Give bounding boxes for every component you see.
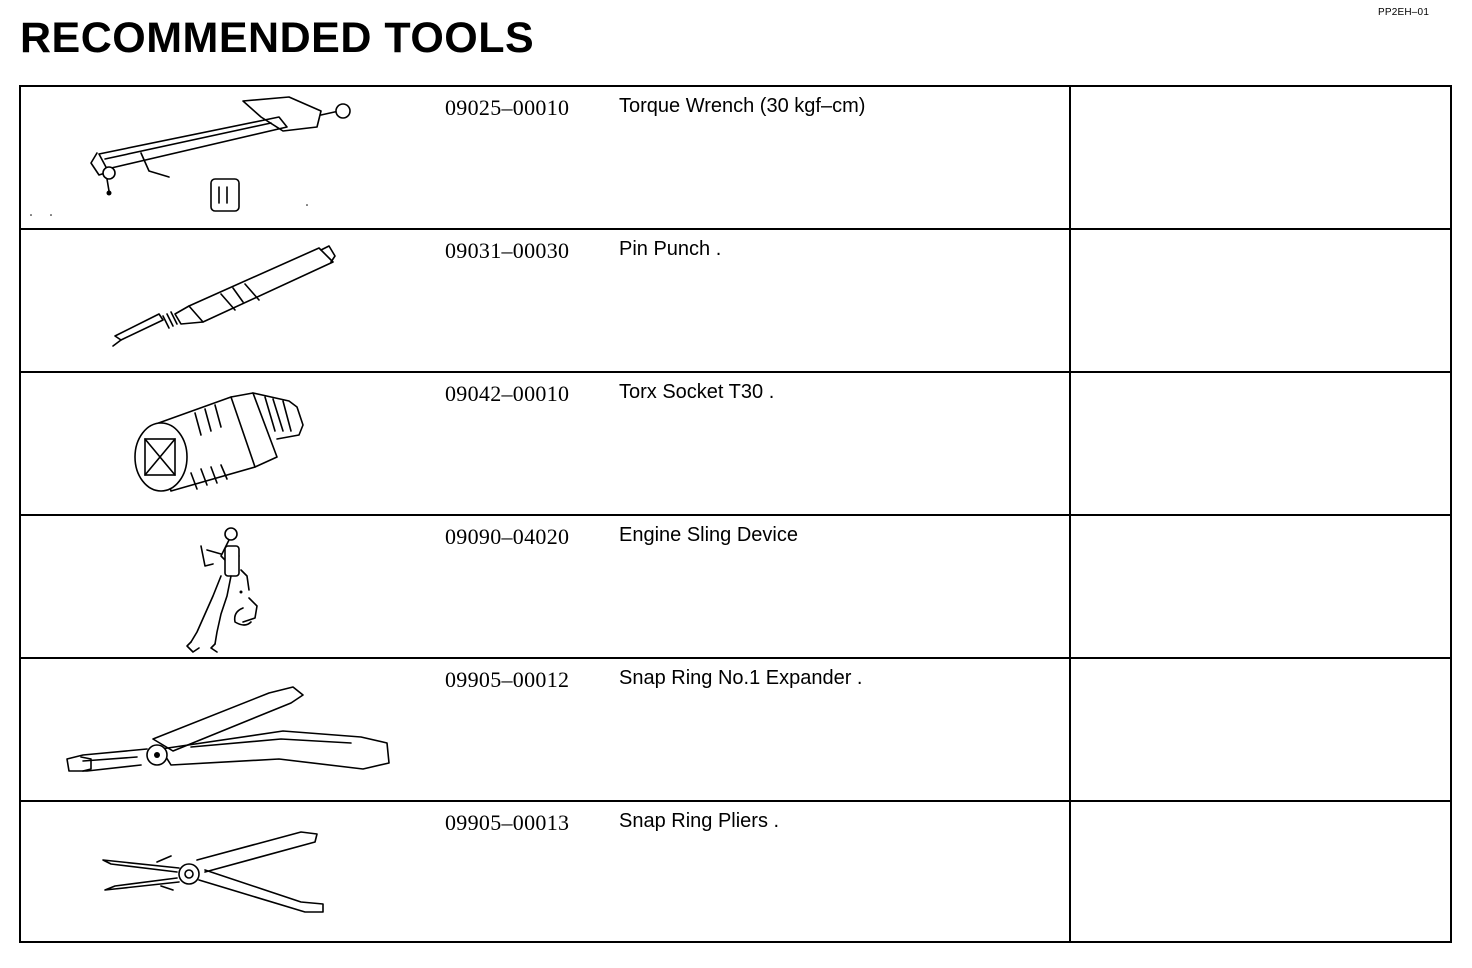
- tool-row: [21, 230, 1450, 373]
- remarks-cell: [1071, 87, 1450, 228]
- part-number: 09025–00010: [445, 95, 570, 120]
- remarks-cell: [1071, 516, 1450, 657]
- pin-punch-icon: [21, 230, 431, 371]
- remarks-cell: [1071, 659, 1450, 800]
- tool-name: Torx Socket T30 .: [619, 381, 775, 403]
- tool-row: [21, 516, 1450, 659]
- page-code: PP2EH–01: [1378, 7, 1430, 18]
- tool-name: Pin Punch .: [619, 238, 722, 260]
- remarks-cell: [1071, 230, 1450, 371]
- snap-ring-expander-icon: [21, 659, 431, 800]
- torx-socket-icon: [21, 373, 431, 514]
- part-number: 09090–04020: [445, 524, 570, 549]
- part-number: 09905–00013: [445, 810, 570, 835]
- part-number: 09031–00030: [445, 238, 570, 263]
- page-title: RECOMMENDED TOOLS: [20, 14, 535, 62]
- tool-row: [21, 802, 1450, 945]
- part-number: 09905–00012: [445, 667, 570, 692]
- tool-name: Snap Ring Pliers .: [619, 810, 780, 832]
- tool-row: [21, 87, 1450, 230]
- tool-name: Engine Sling Device: [619, 524, 798, 546]
- remarks-cell: [1071, 802, 1450, 943]
- tool-name: Snap Ring No.1 Expander .: [619, 667, 863, 689]
- snap-ring-pliers-icon: [21, 802, 431, 943]
- remarks-cell: [1071, 373, 1450, 514]
- torque-wrench-icon: [21, 87, 431, 228]
- tool-row: [21, 373, 1450, 516]
- tool-name: Torque Wrench (30 kgf–cm): [619, 95, 866, 117]
- part-number: 09042–00010: [445, 381, 570, 406]
- tool-row: [21, 659, 1450, 802]
- engine-sling-icon: [21, 516, 431, 657]
- tools-table: [19, 85, 1452, 943]
